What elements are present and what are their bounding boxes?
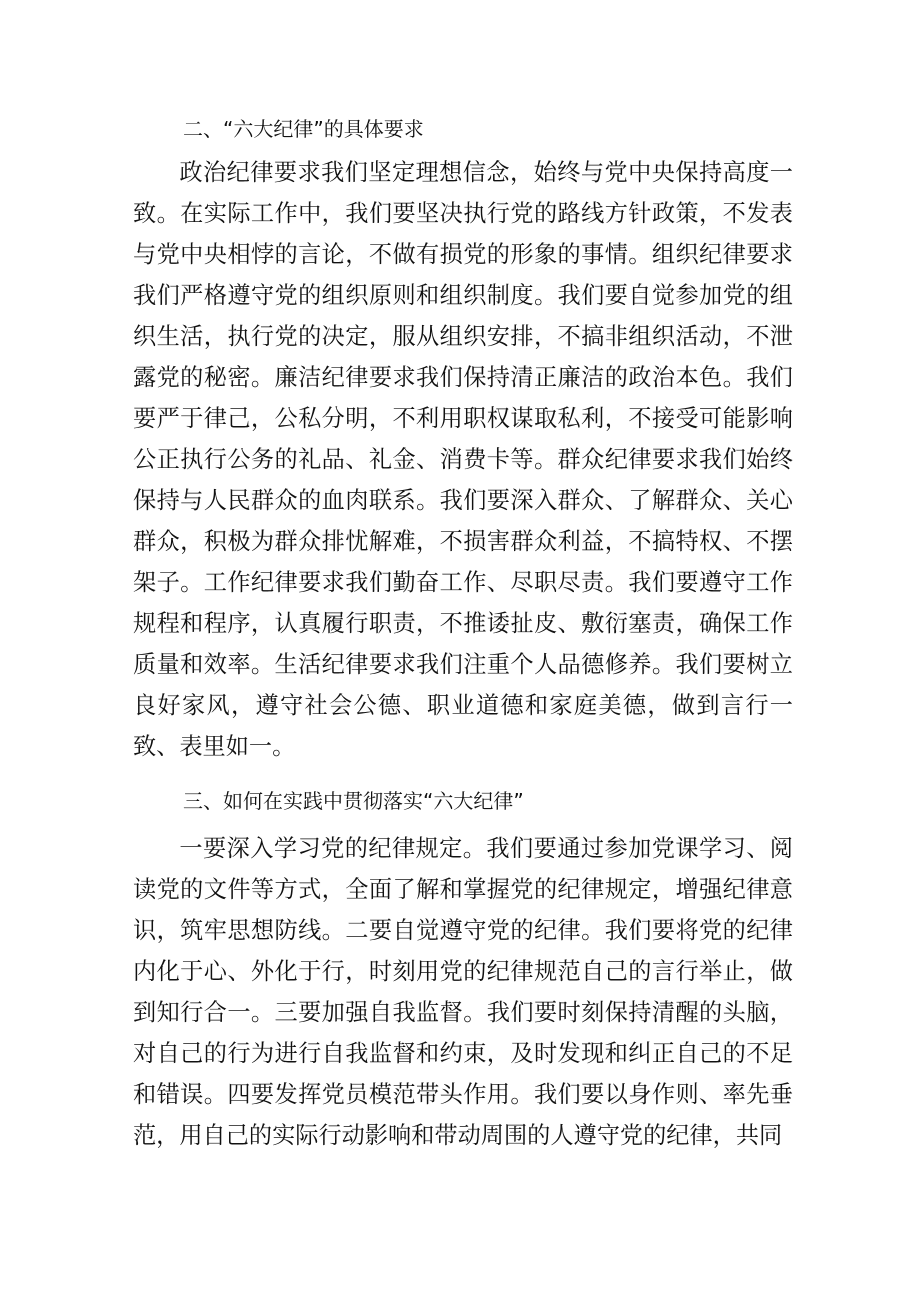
section-paragraph-three: 一要深入学习党的纪律规定。我们要通过参加党课学习、阅读党的文件等方式，全面了解和掌握党的纪律规定，增强纪律意识，筑牢思想防线。二要自觉遵守党的纪律。我们要将党的纪律内化于心、外化于行，时刻用党的纪律规范自己的言行举止，做到知行合一。三要加强自我监督。我们要时刻保持清醒的头脑，对自己的行为进行自我监督和约束，及时发现和纠正自己的不足和错误。四要发挥党员模范带头作用。我们要以身作则、率先垂范，用自己的实际行动影响和带动周围的人遵守党的纪律，共同 — [133, 835, 793, 1149]
section-paragraph-two: 政治纪律要求我们坚定理想信念，始终与党中央保持高度一致。在实际工作中，我们要坚决执行党的路线方针政策，不发表与党中央相悖的言论，不做有损党的形象的事情。组织纪律要求我们严格遵守党的组织原则和组织制度。我们要自觉参加党的组织生活，执行党的决定，服从组织安排，不搞非组织活动，不泄露党的秘密。廉洁纪律要求我们保持清正廉洁的政治本色。我们要严于律己，公私分明，不利用职权谋取私利，不接受可能影响公正执行公务的礼品、礼金、消费卡等。群众纪律要求我们始终保持与人民群众的血肉联系。我们要深入群众、了解群众、关心群众，积极为群众排忧解难，不损害群众利益，不搞特权、不摆架子。工作纪律要求我们勤奋工作、尽职尽责。我们要遵守工作规程和程序，认真履行职责，不推诿扯皮、敷衍塞责，确保工作质量和效率。生活纪律要求我们注重个人品德修养。我们要树立良好家风，遵守社会公德、职业道德和家庭美德，做到言行一致、表里如一。 — [133, 159, 793, 760]
section-heading-two: 二、“六大纪律”的具体要求 — [183, 117, 424, 141]
section-heading-three: 三、如何在实践中贯彻落实“六大纪律” — [183, 789, 524, 813]
document-body — [133, 107, 793, 1156]
